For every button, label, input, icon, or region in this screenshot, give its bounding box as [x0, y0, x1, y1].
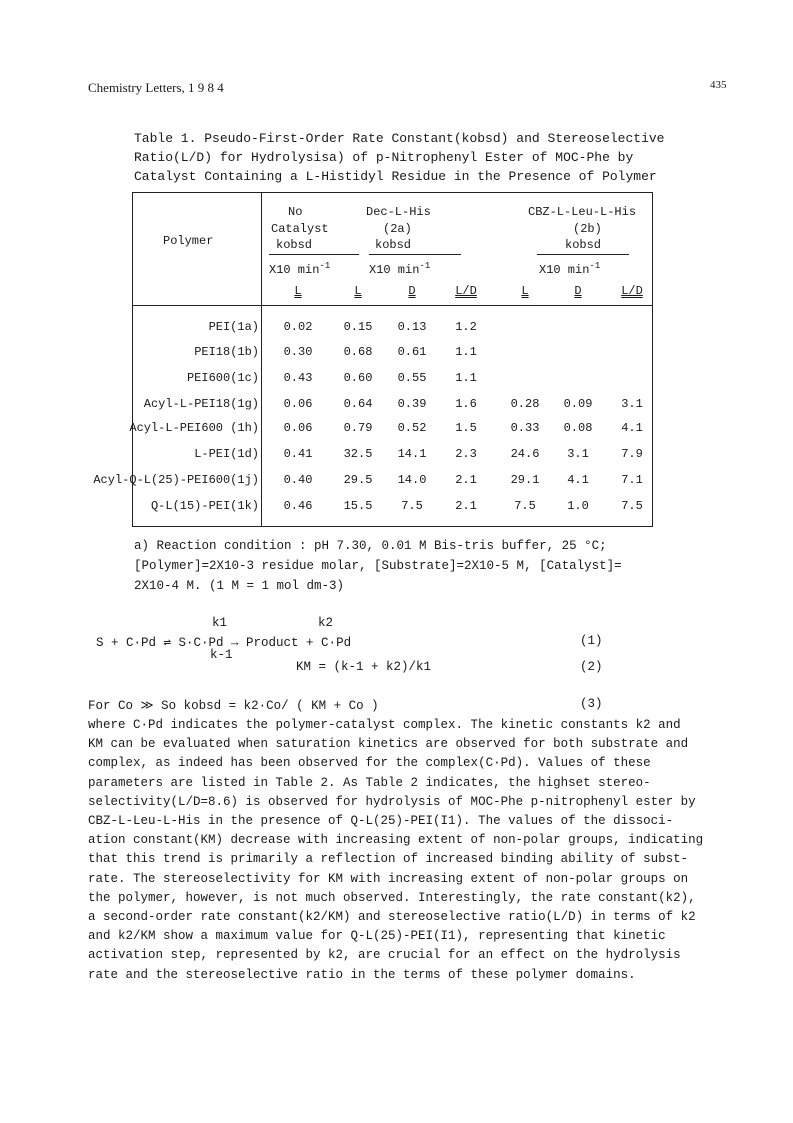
cell: 3.1	[621, 397, 643, 411]
cbz-underline	[537, 254, 629, 255]
units-cbz: X10 $\min^{-1}$	[539, 261, 601, 277]
cell: 1.2	[455, 320, 477, 334]
body-line: ation constant(KM) decrease with increasing extent of non-polar groups, indicating	[88, 833, 704, 848]
dec-his-header-2: (2a)	[383, 222, 412, 236]
cell: 15.5	[343, 499, 373, 513]
cell: 7.1	[621, 473, 643, 487]
equation-1: S + C·Pd ⇌ S·C·Pd → Product + C·Pd	[96, 636, 352, 650]
body-line: CBZ-L-Leu-L-His in the presence of Q-L(25)-PEI(I1). The values of the dissoci-	[88, 814, 674, 829]
nocat-underline	[269, 254, 359, 255]
journal-header: Chemistry Letters, 1 9 8 4	[88, 80, 224, 95]
cbz-his-header-1: CBZ-L-Leu-L-His	[528, 205, 637, 219]
equation-2: KM = (k-1 + k2)/k1	[296, 660, 432, 674]
cell: 0.64	[343, 397, 373, 411]
eq1-k2-label: k2	[318, 616, 334, 630]
subhead-cbz-LD: L/D	[621, 284, 643, 298]
body-line: and k2/KM show a maximum value for Q-L(25)-PEI(I1), representing that kinetic	[88, 929, 666, 944]
cell: 2.1	[455, 499, 477, 513]
body-line: KM can be evaluated when saturation kinetics are observed for both substrate and	[88, 737, 689, 752]
cell: 1.1	[455, 345, 477, 359]
equation-1-number: (1)	[580, 634, 603, 648]
cell: 0.68	[343, 345, 373, 359]
cell: 1.6	[455, 397, 477, 411]
cell: 0.09	[563, 397, 593, 411]
body-line: complex, as indeed has been observed for the complex(C·Pd). Values of these	[88, 756, 651, 771]
cell: 1.1	[455, 371, 477, 385]
polymer-header: Polymer	[163, 234, 214, 248]
body-text	[88, 716, 728, 985]
cell: 29.5	[343, 473, 373, 487]
body-line: that this trend is primarily a reflection of increased binding ability of subst-	[88, 852, 689, 867]
footnote-line-2: [Polymer]=2X10-3 residue molar, [Substrate]=2X10-5 M, [Catalyst]=	[134, 559, 622, 573]
cell: 3.1	[567, 447, 589, 461]
caption-line-1: Table 1. Pseudo-First-Order Rate Constant(kobsd) and Stereoselective	[134, 131, 665, 146]
cell: 0.55	[397, 371, 427, 385]
body-line: a second-order rate constant(k2/KM) and stereoselective ratio(L/D) in terms of k2	[88, 910, 696, 925]
row-label: PEI18(1b)	[194, 345, 259, 359]
equation-3: For Co ≫ So kobsd = k2·Co/ ( KM + Co )	[88, 699, 379, 713]
cell: 29.1	[510, 473, 540, 487]
dec-underline	[369, 254, 461, 255]
cell: 0.02	[283, 320, 313, 334]
cell: 1.0	[567, 499, 589, 513]
subhead-dec-L: L	[354, 284, 362, 298]
cell: 2.3	[455, 447, 477, 461]
cell: 7.9	[621, 447, 643, 461]
row-label: Acyl-L-PEI18(1g)	[143, 397, 259, 411]
cell: 32.5	[343, 447, 373, 461]
body-line: the polymer, however, is not much observed. Interestingly, the rate constant(k2),	[88, 890, 696, 905]
row-label: PEI(1a)	[208, 320, 259, 334]
cell: 14.0	[397, 473, 427, 487]
cell: 0.30	[283, 345, 313, 359]
footnote-line-1: a) Reaction condition : pH 7.30, 0.01 M Bis-tris buffer, 25 °C;	[134, 539, 607, 553]
units-nocat: X10 $\min^{-1}$	[269, 261, 331, 277]
kobsd-header-nocat: kobsd	[276, 238, 313, 252]
units-dec: X10 $\min^{-1}$	[369, 261, 431, 277]
row-label: Q-L(15)-PEI(1k)	[150, 499, 259, 513]
cell: 0.60	[343, 371, 373, 385]
cell: 0.39	[397, 397, 427, 411]
cell: 0.40	[283, 473, 313, 487]
body-line: activation step, represented by k2, are crucial for an effect on the hydrolysis	[88, 948, 681, 963]
body-line: where C·Pd indicates the polymer-catalyst complex. The kinetic constants k2 and	[88, 718, 681, 732]
eq1-km1-label: k-1	[210, 648, 233, 662]
cell: 0.61	[397, 345, 427, 359]
cell: 0.33	[510, 421, 540, 435]
row-label: Acyl-Q-L(25)-PEI600(1j)	[93, 473, 259, 487]
row-label: L-PEI(1d)	[194, 447, 259, 461]
cell: 0.28	[510, 397, 540, 411]
no-catalyst-header-2: Catalyst	[271, 222, 329, 236]
row-label: Acyl-L-PEI600 (1h)	[129, 421, 259, 435]
footnote-line-3: 2X10-4 M. (1 M = 1 mol dm-3)	[134, 579, 345, 593]
dec-his-header-1: Dec-L-His	[366, 205, 431, 219]
equation-3-number: (3)	[580, 697, 603, 711]
table-divider-vertical	[261, 193, 262, 526]
kobsd-header-cbz: kobsd	[565, 238, 602, 252]
cell: 4.1	[567, 473, 589, 487]
cell: 0.08	[563, 421, 593, 435]
cell: 0.41	[283, 447, 313, 461]
kobsd-header-dec: kobsd	[375, 238, 412, 252]
cell: 0.15	[343, 320, 373, 334]
subhead-nocat-L: L	[294, 284, 302, 298]
equation-2-number: (2)	[580, 660, 603, 674]
cell: 4.1	[621, 421, 643, 435]
cell: 0.06	[283, 397, 313, 411]
cell: 14.1	[397, 447, 427, 461]
body-line: rate and the stereoselective ratio in the terms of these polymer domains.	[88, 967, 636, 982]
caption-line-3: Catalyst Containing a L-Histidyl Residue in the Presence of Polymer	[134, 169, 657, 184]
cell: 7.5	[401, 499, 423, 513]
cbz-his-header-2: (2b)	[573, 222, 602, 236]
cell: 0.43	[283, 371, 313, 385]
caption-line-2: Ratio(L/D) for Hydrolysisa) of p-Nitrophenyl Ester of MOC-Phe by	[134, 150, 634, 165]
subhead-dec-LD: L/D	[455, 284, 477, 298]
page-number: 435	[710, 79, 727, 91]
cell: 7.5	[514, 499, 536, 513]
cell: 0.06	[283, 421, 313, 435]
body-line: parameters are listed in Table 2. As Table 2 indicates, the highset stereo-	[88, 775, 651, 790]
body-line: selectivity(L/D=8.6) is observed for hydrolysis of MOC-Phe p-nitrophenyl ester by	[88, 794, 696, 809]
cell: 0.46	[283, 499, 313, 513]
cell: 1.5	[455, 421, 477, 435]
table-divider-horizontal	[133, 305, 652, 306]
cell: 2.1	[455, 473, 477, 487]
subhead-dec-D: D	[408, 284, 416, 298]
no-catalyst-header-1: No	[288, 205, 303, 219]
data-table	[93, 192, 653, 527]
table-caption	[134, 129, 665, 186]
row-label: PEI600(1c)	[186, 371, 259, 385]
table-footnote	[134, 536, 622, 596]
cell: 0.52	[397, 421, 427, 435]
cell: 7.5	[621, 499, 643, 513]
subhead-cbz-D: D	[574, 284, 582, 298]
cell: 24.6	[510, 447, 540, 461]
cell: 0.79	[343, 421, 373, 435]
eq1-k1-label: k1	[212, 616, 228, 630]
subhead-cbz-L: L	[521, 284, 529, 298]
cell: 0.13	[397, 320, 427, 334]
body-line: rate. The stereoselectivity for KM with increasing extent of non-polar groups on	[88, 871, 689, 886]
